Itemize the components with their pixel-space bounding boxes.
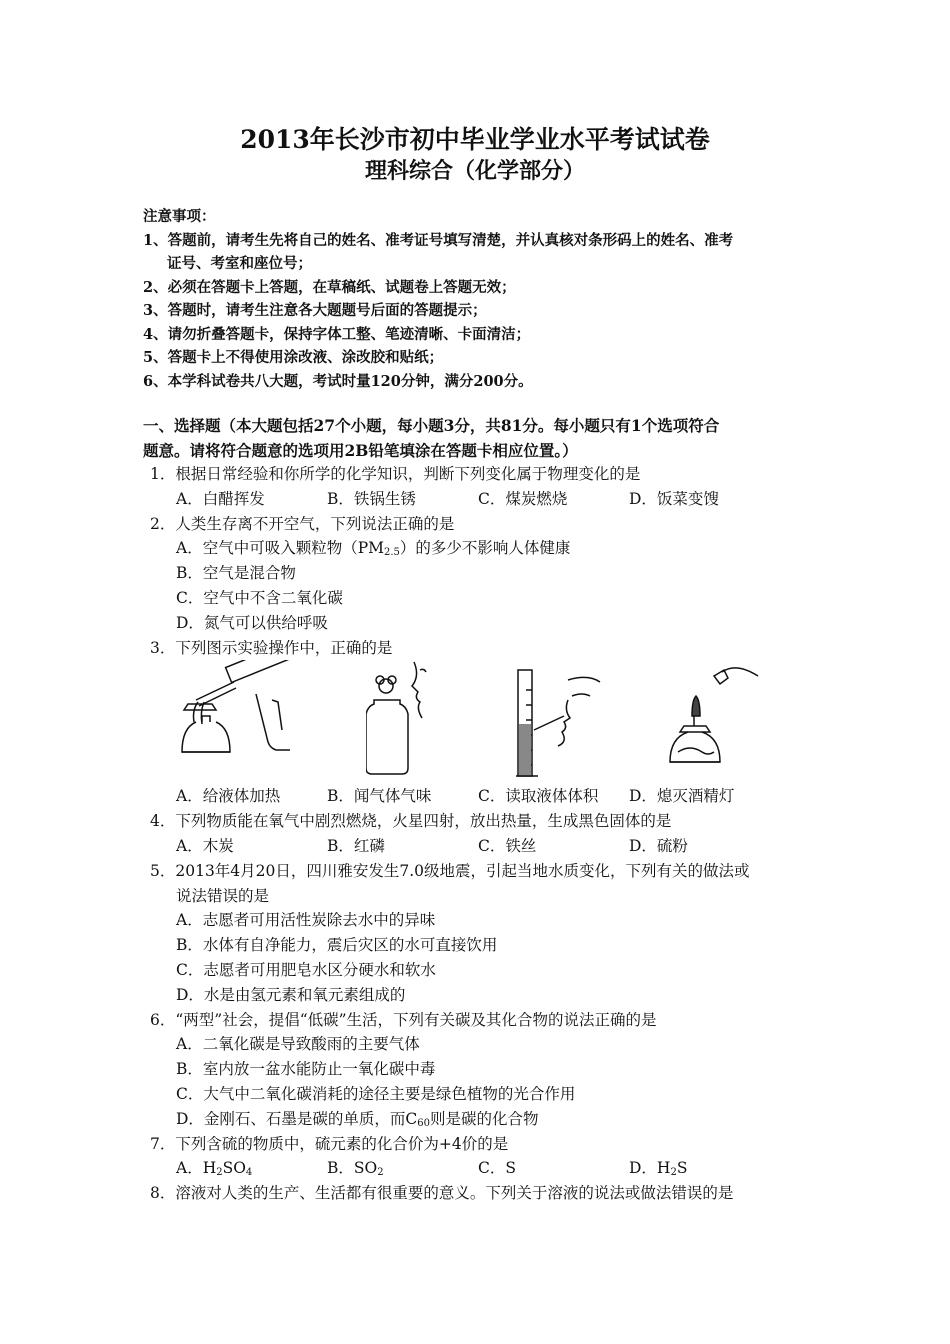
option: A．志愿者可用活性炭除去水中的异味 xyxy=(176,911,436,930)
smelling-gas-figure xyxy=(366,660,446,782)
option: B．空气是混合物 xyxy=(176,564,296,583)
note-item: 3、答题时，请考生注意各大题题号后面的答题提示； xyxy=(143,302,487,319)
note-item: 证号、考室和座位号； xyxy=(167,255,312,272)
question-stem: 说法错误的是 xyxy=(176,886,270,905)
option: B．铁锅生锈 xyxy=(327,489,416,508)
option: B．室内放一盆水能防止一氧化碳中毒 xyxy=(176,1060,436,1079)
question-stem: 1．根据日常经验和你所学的化学知识，判断下列变化属于物理变化的是 xyxy=(150,465,641,483)
question-options xyxy=(150,1156,820,1181)
extinguish-lamp-figure xyxy=(660,660,760,782)
question-stem: 4．下列物质能在氧气中剧烈燃烧，火星四射，放出热量，生成黑色固体的是 xyxy=(150,812,672,831)
heating-liquid-figure xyxy=(176,660,296,782)
experiment-figures xyxy=(150,660,820,784)
question-stem: 7．下列含硫的物质中，硫元素的化合价为+4价的是 xyxy=(150,1134,509,1153)
option: C．铁丝 xyxy=(478,836,537,855)
question-stem: 5．2013年4月20日，四川雅安发生7.0级地震，引起当地水质变化，下列有关的做法或 xyxy=(150,861,750,880)
exam-title: 2013年长沙市初中毕业学业水平考试试卷 xyxy=(240,125,710,154)
option: A．给液体加热 xyxy=(176,787,281,806)
reading-volume-figure xyxy=(516,660,616,782)
option: A．二氧化碳是导致酸雨的主要气体 xyxy=(176,1035,420,1054)
question-stem: 6．“两型”社会，提倡“低碳”生活，下列有关碳及其化合物的说法正确的是 xyxy=(150,1010,657,1029)
option: D．水是由氢元素和氧元素组成的 xyxy=(176,985,406,1004)
option: C．大气中二氧化碳消耗的途径主要是绿色植物的光合作用 xyxy=(176,1084,576,1103)
option: B．红磷 xyxy=(327,836,385,855)
option: D．金刚石、石墨是碳的单质，而$C_{60}$则是碳的化合物 xyxy=(176,1109,539,1129)
note-item: 2、必须在答题卡上答题，在草稿纸、试题卷上答题无效； xyxy=(143,278,516,296)
notes-heading: 注意事项： xyxy=(143,208,216,225)
option: D．硫粉 xyxy=(629,836,688,855)
option: D．饭菜变馊 xyxy=(629,489,719,508)
option: C．空气中不含二氧化碳 xyxy=(176,588,343,607)
note-item: 6、本学科试卷共八大题，考试时量120分钟，满分200分。 xyxy=(143,372,533,390)
question-stem: 8．溶液对人类的生产、生活都有很重要的意义。下列关于溶液的说法或做法错误的是 xyxy=(150,1184,734,1203)
option: A．木炭 xyxy=(176,836,234,855)
question-options xyxy=(150,834,820,859)
exam-subtitle: 理科综合（化学部分） xyxy=(364,158,585,184)
option: A．$H_2SO_4$ xyxy=(176,1159,253,1179)
question-stem: 2．人类生存离不开空气，下列说法正确的是 xyxy=(150,514,455,533)
section-line: 一、选择题（本大题包括27个小题，每小题3分，共81分。每小题只有1个选项符合 xyxy=(143,416,720,435)
option: A．白醋挥发 xyxy=(176,489,265,508)
note-item: 5、答题卡上不得使用涂改液、涂改胶和贴纸； xyxy=(143,349,444,366)
questions xyxy=(150,462,820,1206)
option: D．$H_2S$ xyxy=(629,1159,688,1179)
option: D．氮气可以供给呼吸 xyxy=(176,613,328,632)
question-stem: 3．下列图示实验操作中，正确的是 xyxy=(150,638,393,657)
section-heading xyxy=(143,413,813,463)
note-item: 4、请勿折叠答题卡，保持字体工整、笔迹清晰、卡面清洁； xyxy=(143,325,531,343)
option: C．志愿者可用肥皂水区分硬水和软水 xyxy=(176,960,436,979)
option: C．读取液体体积 xyxy=(478,787,599,806)
option: A．空气中可吸入颗粒物$(PM_{2.5})$的多少不影响人体健康 xyxy=(176,539,571,559)
option: B．闻气体气味 xyxy=(327,787,432,806)
question-options xyxy=(150,487,820,512)
option: C．S xyxy=(478,1159,516,1178)
section-line: 题意。请将符合题意的选项用2B铅笔填涂在答题卡相应位置。） xyxy=(143,441,578,460)
notes-block xyxy=(143,205,823,393)
note-item: 1、答题前，请考生先将自己的姓名、准考证号填写清楚，并认真核对条形码上的姓名、准考 xyxy=(143,231,734,249)
option: D．熄灭酒精灯 xyxy=(629,787,735,806)
option: C．煤炭燃烧 xyxy=(478,489,568,508)
option: B．$SO_2$ xyxy=(327,1159,384,1179)
question-options xyxy=(150,784,820,809)
option: B．水体有自净能力，震后灾区的水可直接饮用 xyxy=(176,936,498,955)
